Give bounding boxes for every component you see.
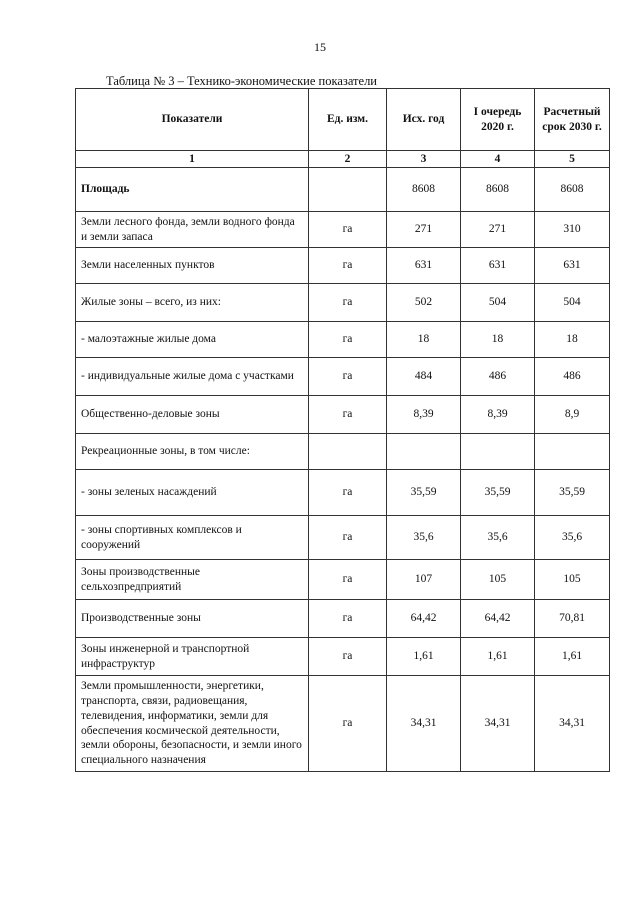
base-year-value: 35,6 <box>387 516 461 560</box>
column-number: 1 <box>76 151 309 168</box>
header-name: Показатели <box>76 89 309 151</box>
base-year-value: 64,42 <box>387 600 461 638</box>
target-value <box>535 434 610 470</box>
table-row <box>76 516 610 560</box>
stage1-value: 8,39 <box>461 396 535 434</box>
header-row <box>76 89 610 151</box>
unit-cell: га <box>309 638 387 676</box>
column-number: 3 <box>387 151 461 168</box>
target-value: 486 <box>535 358 610 396</box>
unit-cell: га <box>309 396 387 434</box>
stage1-value: 105 <box>461 560 535 600</box>
indicator-name: Земли населенных пунктов <box>76 248 309 284</box>
base-year-value: 8,39 <box>387 396 461 434</box>
table-row <box>76 560 610 600</box>
table-row <box>76 168 610 212</box>
indicator-name: Общественно-деловые зоны <box>76 396 309 434</box>
stage1-value: 35,59 <box>461 470 535 516</box>
stage1-value: 34,31 <box>461 676 535 772</box>
stage1-value: 631 <box>461 248 535 284</box>
indicator-name: Зоны производственные сельхозпредприятий <box>76 560 309 600</box>
unit-cell <box>309 168 387 212</box>
table-row <box>76 638 610 676</box>
base-year-value: 502 <box>387 284 461 322</box>
column-number: 2 <box>309 151 387 168</box>
target-value: 310 <box>535 212 610 248</box>
stage1-value: 486 <box>461 358 535 396</box>
unit-cell: га <box>309 358 387 396</box>
header-base-year: Исх. год <box>387 89 461 151</box>
indicator-name: - малоэтажные жилые дома <box>76 322 309 358</box>
base-year-value: 35,59 <box>387 470 461 516</box>
unit-cell: га <box>309 322 387 358</box>
stage1-value: 504 <box>461 284 535 322</box>
target-value: 70,81 <box>535 600 610 638</box>
stage1-value: 18 <box>461 322 535 358</box>
base-year-value: 271 <box>387 212 461 248</box>
base-year-value: 107 <box>387 560 461 600</box>
unit-cell: га <box>309 248 387 284</box>
target-value: 34,31 <box>535 676 610 772</box>
table-row <box>76 284 610 322</box>
target-value: 631 <box>535 248 610 284</box>
unit-cell: га <box>309 600 387 638</box>
base-year-value: 18 <box>387 322 461 358</box>
stage1-value: 64,42 <box>461 600 535 638</box>
unit-cell: га <box>309 516 387 560</box>
stage1-value <box>461 434 535 470</box>
unit-cell: га <box>309 676 387 772</box>
table-row <box>76 358 610 396</box>
indicator-name: Жилые зоны – всего, из них: <box>76 284 309 322</box>
base-year-value: 631 <box>387 248 461 284</box>
table-row <box>76 396 610 434</box>
indicator-name: Зоны инженерной и транспортной инфраструктур <box>76 638 309 676</box>
table-row <box>76 248 610 284</box>
column-number-row <box>76 151 610 168</box>
unit-cell: га <box>309 470 387 516</box>
table-row <box>76 676 610 772</box>
target-value: 18 <box>535 322 610 358</box>
unit-cell <box>309 434 387 470</box>
page-number: 15 <box>314 40 326 54</box>
stage1-value: 35,6 <box>461 516 535 560</box>
target-value: 35,59 <box>535 470 610 516</box>
header-stage1: I очередь 2020 г. <box>461 89 535 151</box>
target-value: 1,61 <box>535 638 610 676</box>
table-row <box>76 600 610 638</box>
target-value: 35,6 <box>535 516 610 560</box>
target-value: 105 <box>535 560 610 600</box>
target-value: 8,9 <box>535 396 610 434</box>
indicators-table <box>75 88 610 772</box>
indicator-name: - зоны зеленых насаждений <box>76 470 309 516</box>
stage1-value: 1,61 <box>461 638 535 676</box>
header-target: Расчетный срок 2030 г. <box>535 89 610 151</box>
indicator-name: Земли промышленности, энергетики, транспорта, связи, радиовещания, телевидения, информатики, земли для обеспечения космической деятельности, земли обороны, безопасности, и земли иного специального назначения <box>76 676 309 772</box>
table-row <box>76 434 610 470</box>
indicator-name: - индивидуальные жилые дома с участками <box>76 358 309 396</box>
indicator-name: Земли лесного фонда, земли водного фонда и земли запаса <box>76 212 309 248</box>
indicator-name: Площадь <box>76 168 309 212</box>
table-row <box>76 212 610 248</box>
unit-cell: га <box>309 284 387 322</box>
stage1-value: 271 <box>461 212 535 248</box>
stage1-value: 8608 <box>461 168 535 212</box>
unit-cell: га <box>309 212 387 248</box>
base-year-value: 8608 <box>387 168 461 212</box>
table-row <box>76 322 610 358</box>
column-number: 5 <box>535 151 610 168</box>
target-value: 8608 <box>535 168 610 212</box>
header-unit: Ед. изм. <box>309 89 387 151</box>
table-caption: Таблица № 3 – Технико-экономические показатели <box>106 74 377 88</box>
column-number: 4 <box>461 151 535 168</box>
indicator-name: Производственные зоны <box>76 600 309 638</box>
base-year-value <box>387 434 461 470</box>
base-year-value: 34,31 <box>387 676 461 772</box>
target-value: 504 <box>535 284 610 322</box>
indicator-name: - зоны спортивных комплексов и сооружений <box>76 516 309 560</box>
unit-cell: га <box>309 560 387 600</box>
base-year-value: 484 <box>387 358 461 396</box>
indicator-name: Рекреационные зоны, в том числе: <box>76 434 309 470</box>
base-year-value: 1,61 <box>387 638 461 676</box>
table-row <box>76 470 610 516</box>
